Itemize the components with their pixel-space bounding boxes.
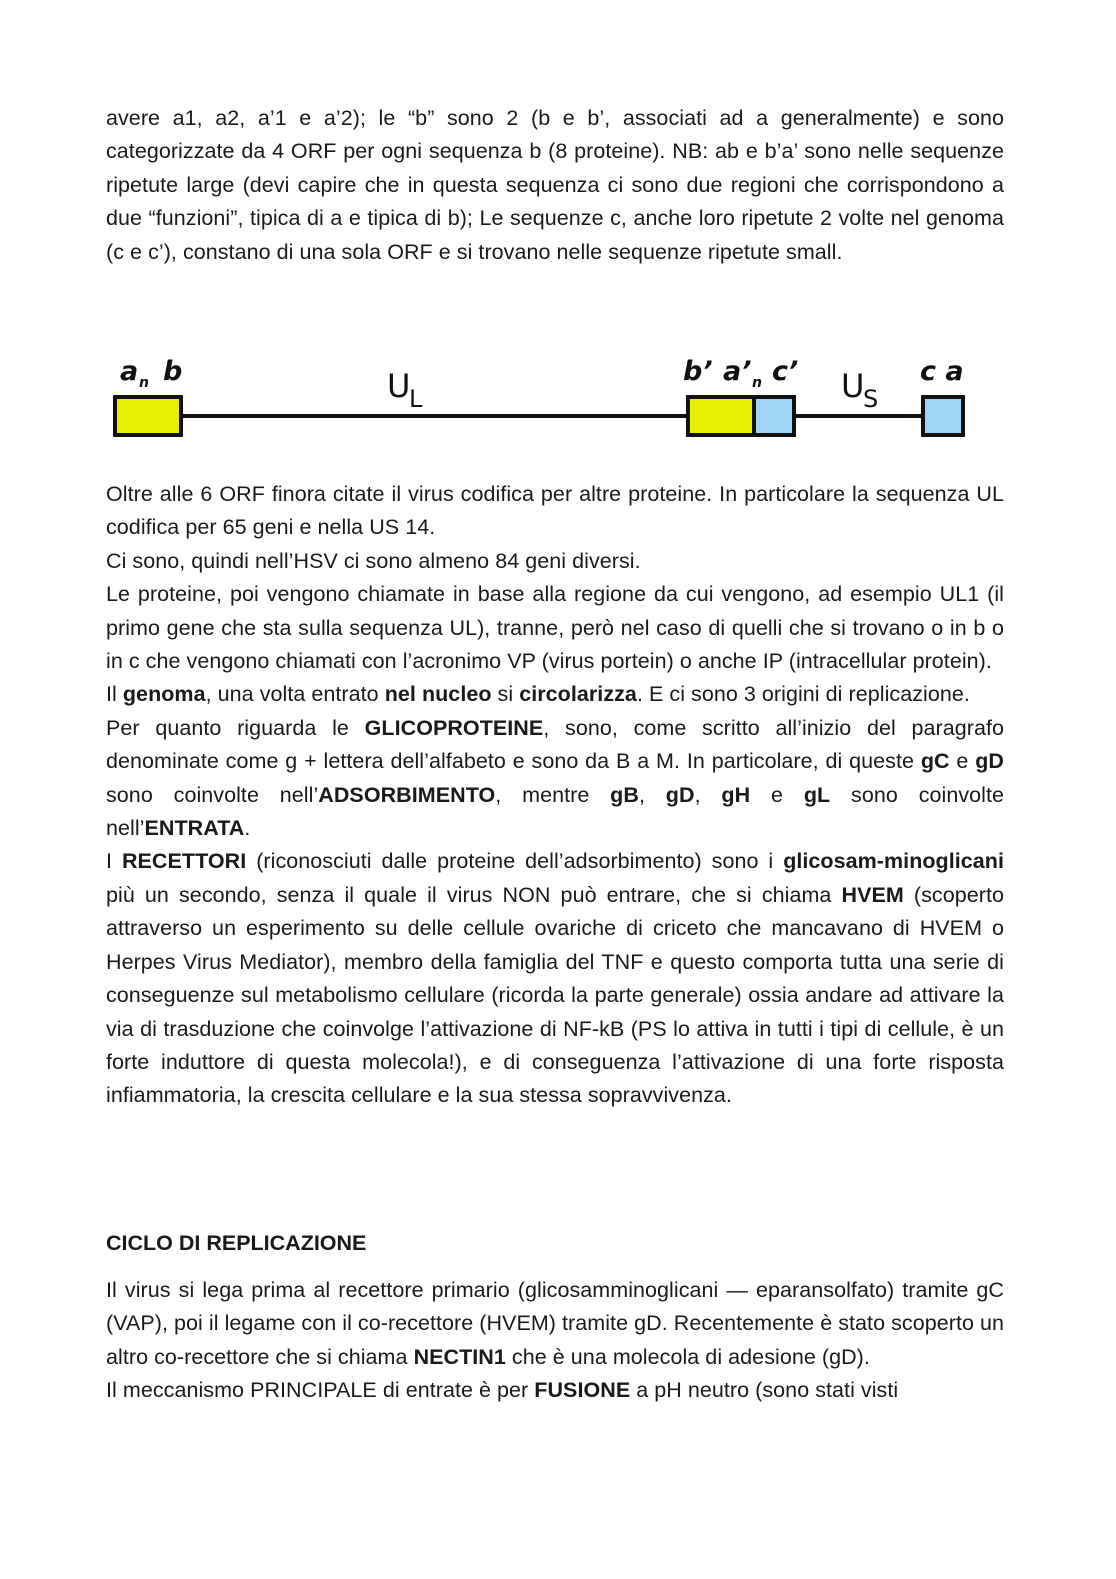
label-b-left: b	[163, 356, 183, 387]
box-ba-mid	[688, 397, 754, 435]
paragraph-7: I RECETTORI (riconosciuti dalle proteine dell’adsorbimento) sono i glicosam-minoglicani più un secondo, senza il quale il virus NON può entrare, che si chiama HVEM (scoperto attraverso un esperimento su delle cellule ovariche di criceto che mancavano di HVEM o Herpes Virus Mediator), membro della famiglia del TNF e questo comporta tutta una serie di conseguenze sul metabolismo cellulare (ricorda la parte generale) ossia andare ad attivare la via di trasduzione che coinvolge l’attivazione di NF-kB (PS lo attiva in tutti i tipi di cellule, è un forte induttore di questa molecola!), e di conseguenza l’attivazione di una forte risposta infiammatoria, la crescita cellulare e la sua stessa sopravvivenza.	[106, 849, 1005, 1108]
label-n-left: n	[139, 375, 149, 391]
paragraph-8: Il virus si lega prima al recettore primario (glicosamminoglicani — eparansolfato) tramite gC (VAP), poi il legame con il co-recettore (HVEM) tramite gD. Recentemente è stato scoperto un altro co-recettore che si chiama NECTIN1 che è una molecola di adesione (gD).	[106, 1278, 1005, 1369]
section-heading: CICLO DI REPLICAZIONE	[106, 1231, 367, 1255]
label-l-ul: L	[409, 385, 423, 413]
paragraph-4: Le proteine, poi vengono chiamate in base alla regione da cui vengono, ad esempio UL1 (il primo gene che sta sulla sequenza UL), tranne, però nel caso di quelli che si trovano o in b o in c che vengono chiamati con l’acronimo VP (virus portein) o anche IP (intracellular protein).	[106, 582, 1004, 674]
paragraph-3: Ci sono, quindi nell’HSV ci sono almeno 84 geni diversi.	[106, 548, 641, 573]
label-a-left: a	[120, 356, 139, 387]
label-s-us: S	[863, 385, 879, 413]
box-c-mid	[754, 397, 794, 435]
replication-text-block	[106, 1274, 1004, 1408]
paragraph-2: Oltre alle 6 ORF finora citate il virus codifica per altre proteine. In particolare la sequenza UL codifica per 65 geni e nella US 14.	[106, 482, 1004, 540]
paragraph-6: Per quanto riguarda le GLICOPROTEINE, sono, come scritto all’inizio del paragrafo denominate come g + lettera dell’alfabeto e sono da B a M. In particolare, di queste gC e gD sono coinvolte nell’ADSORBIMENTO, mentre gB, gD, gH e gL sono coinvolte nell’ENTRATA.	[106, 715, 1005, 841]
label-b-prime: b’	[683, 356, 713, 387]
paragraph-1: avere a1, a2, a’1 e a’2); le “b” sono 2 (b e b’, associati ad a generalmente) e sono categorizzate da 4 ORF per ogni sequenza b (8 proteine). NB: ab e b’a’ sono nelle sequenze ripetute large (devi capire che in questa sequenza ci sono due regioni che corrispondono a due “funzioni”, tipica di a e tipica di b); Le sequenze c, anche loro ripetute 2 volte nel genoma (c e c’), constano di una sola ORF e si trovano nelle sequenze ripetute small.	[106, 106, 1004, 264]
box-c-right	[923, 397, 963, 435]
label-a-prime: a’	[723, 356, 752, 387]
label-ca-right: c a	[920, 356, 964, 387]
paragraph-9: Il meccanismo PRINCIPALE di entrate è per FUSIONE a pH neutro (sono stati visti	[106, 1378, 899, 1403]
box-ab-left	[115, 397, 181, 435]
label-n-mid: n	[752, 375, 762, 391]
paragraph-5: Il genoma, una volta entrato nel nucleo si circolarizza. E ci sono 3 origini di replicazione.	[106, 682, 970, 707]
label-c-prime: c’	[772, 356, 799, 387]
paragraph-1-block	[106, 102, 1004, 269]
section-heading-block	[106, 1228, 1004, 1258]
label-u-ul: U	[387, 367, 411, 405]
hsv-genome-diagram	[106, 345, 986, 455]
main-text-block	[106, 478, 1004, 1113]
label-u-us: U	[841, 367, 865, 405]
